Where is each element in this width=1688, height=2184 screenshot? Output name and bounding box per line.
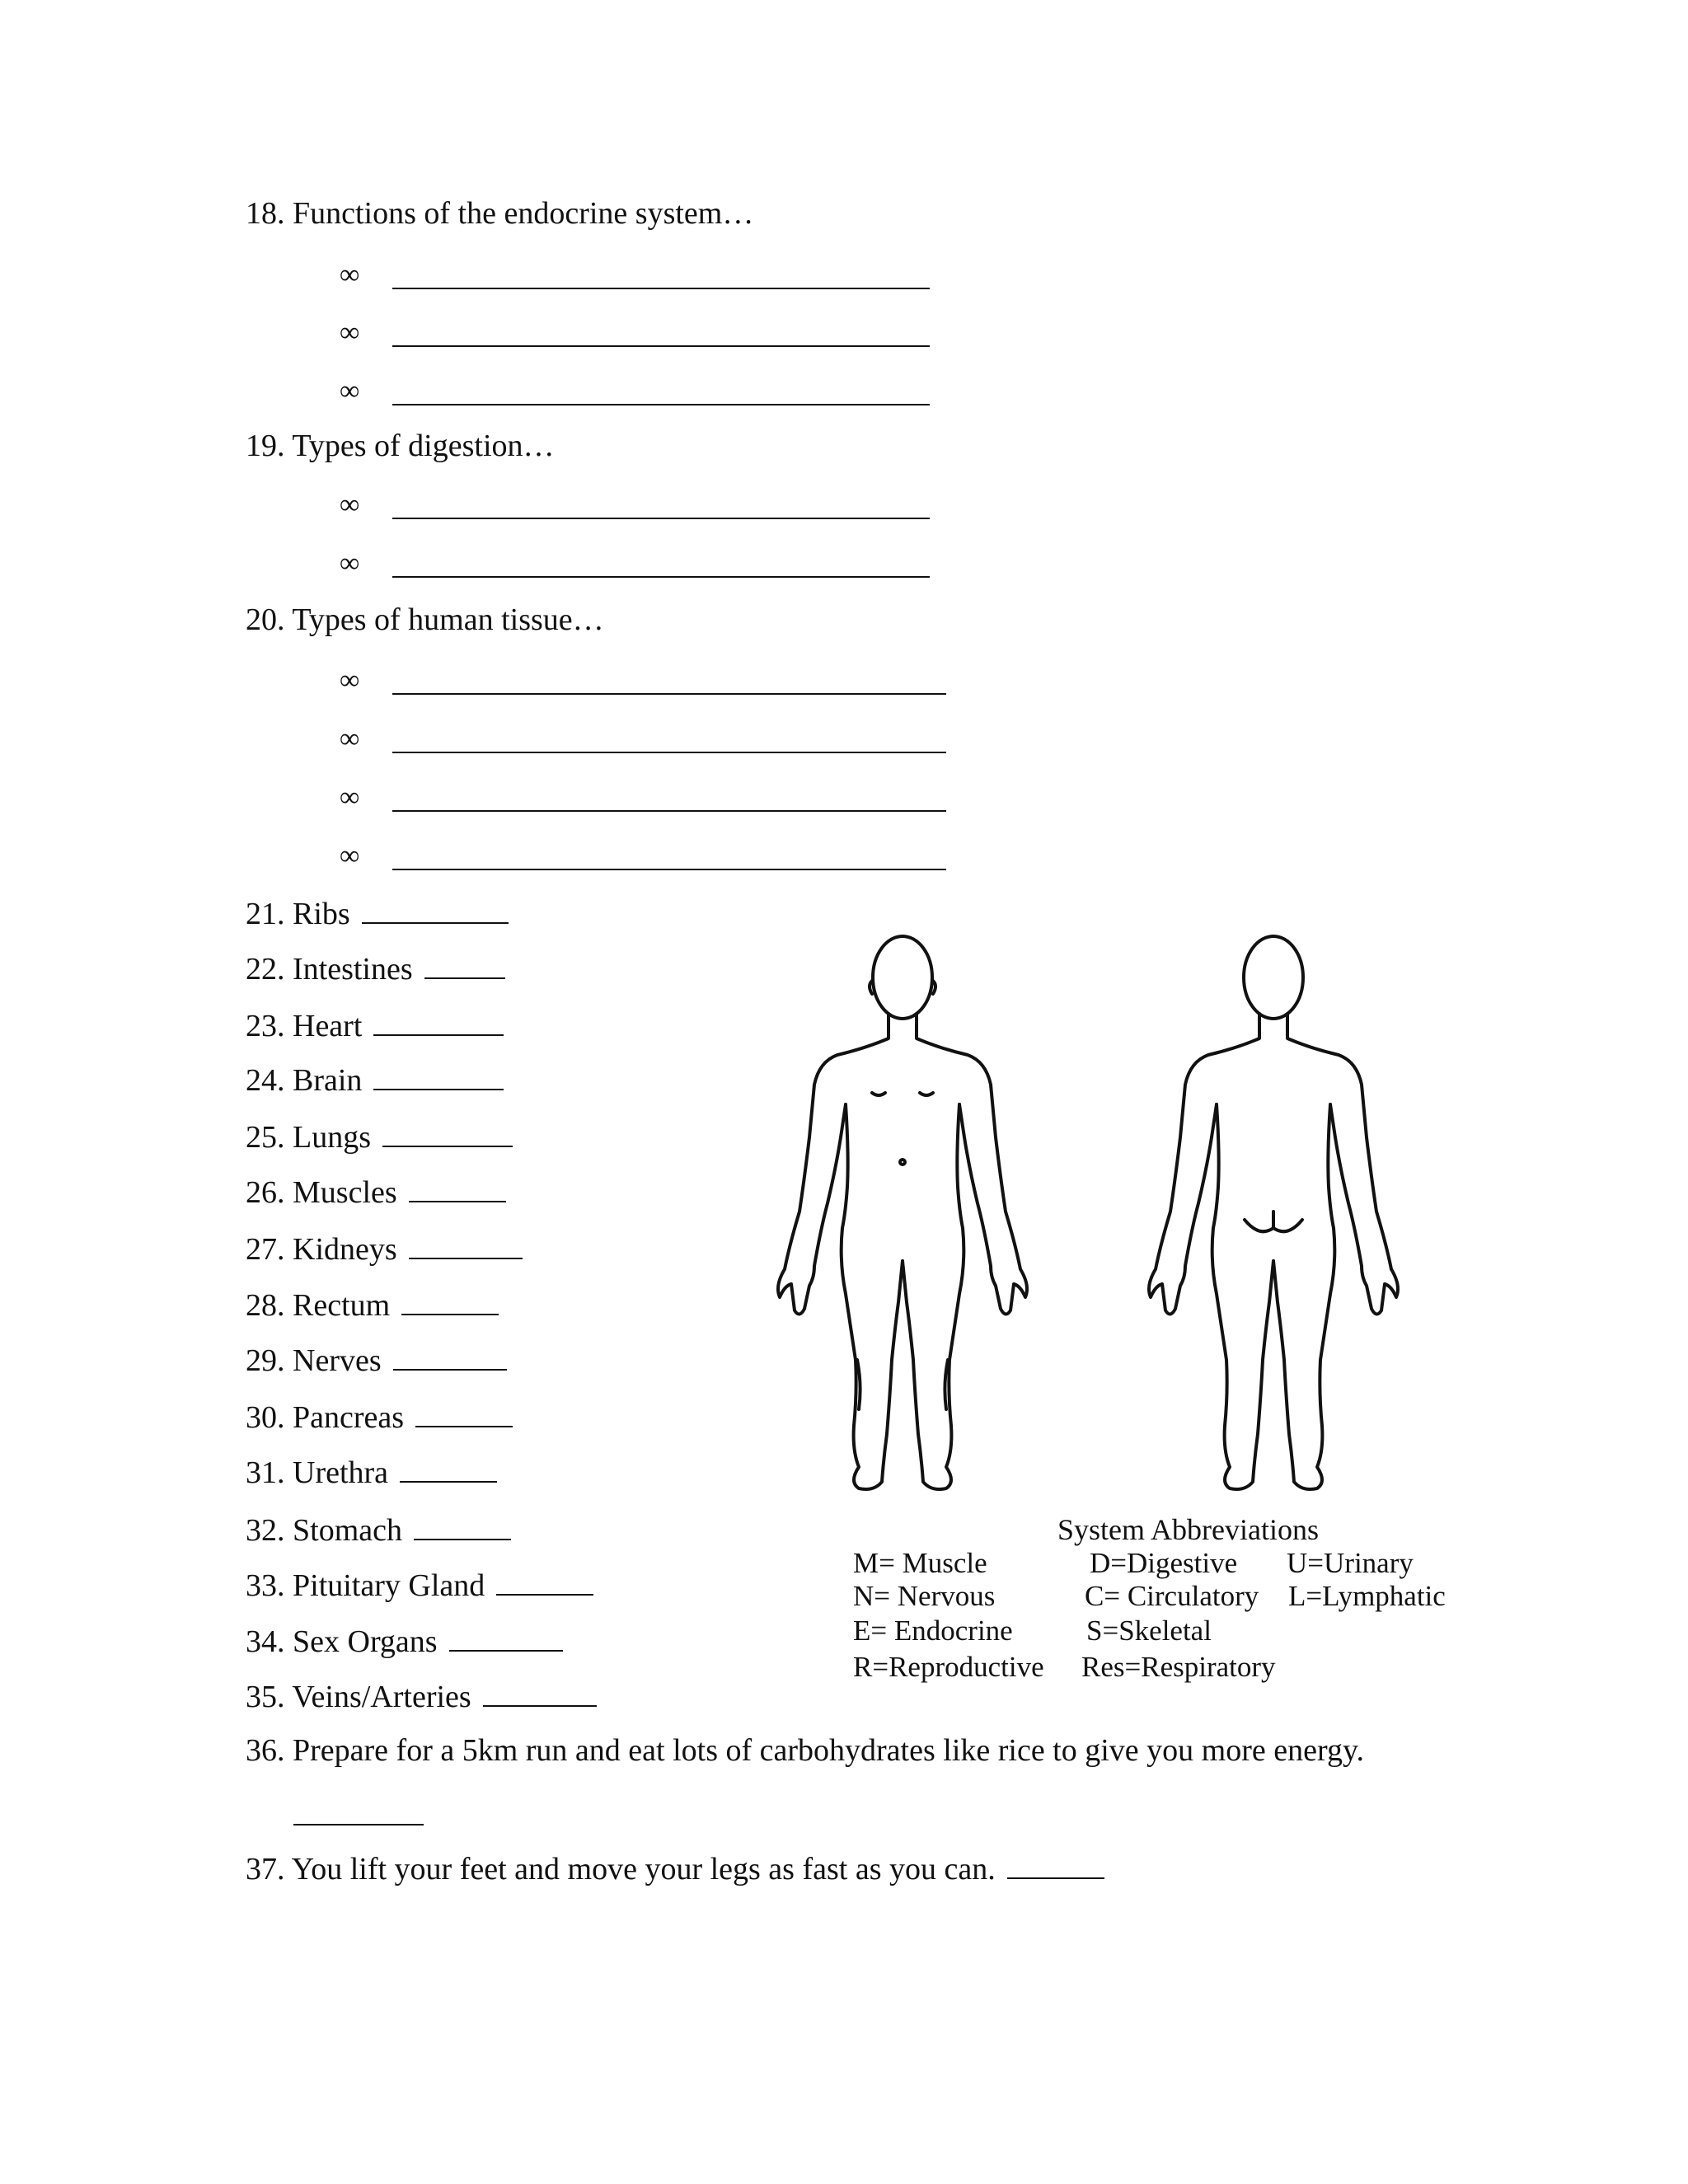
answer-blank[interactable] [393,1339,507,1371]
question-24: 24. Brain [246,1059,504,1099]
answer-line[interactable] [392,404,930,405]
answer-blank[interactable] [362,893,509,924]
bullet-icon: ∞ [340,724,360,754]
question-27: 27. Kidneys [246,1228,523,1268]
body-back-figure [1137,931,1409,1500]
bullet-icon: ∞ [340,782,360,813]
answer-blank[interactable] [496,1564,593,1596]
question-28: 28. Rectum [246,1284,499,1324]
answer-line[interactable] [392,288,930,289]
question-25: 25. Lungs [246,1116,513,1156]
answer-blank[interactable] [449,1620,563,1652]
answer-blank[interactable] [1007,1848,1104,1879]
bullet-icon: ∞ [340,548,360,579]
answer-blank[interactable] [373,1059,504,1090]
question-32: 32. Stomach [246,1509,511,1549]
question-35: 35. Veins/Arteries [246,1675,597,1716]
legend-entry: S=Skeletal [1086,1615,1212,1647]
question-26: 26. Muscles [246,1171,506,1212]
question-20: 20. Types of human tissue… [246,602,604,637]
bullet-icon: ∞ [340,841,360,871]
answer-line[interactable] [392,693,946,695]
answer-blank[interactable] [373,1005,504,1036]
question-21: 21. Ribs [246,893,509,933]
question-29: 29. Nerves [246,1339,507,1380]
legend-entry: C= Circulatory [1085,1580,1259,1612]
question-34: 34. Sex Organs [246,1620,563,1661]
bullet-icon: ∞ [340,260,360,290]
bullet-icon: ∞ [340,665,360,696]
legend-title: System Abbreviations [1057,1513,1319,1546]
answer-blank[interactable] [400,1451,497,1483]
answer-blank[interactable] [424,948,505,979]
answer-blank[interactable] [409,1228,523,1259]
answer-blank[interactable] [415,1396,513,1427]
question-23: 23. Heart [246,1005,504,1045]
question-37: 37. You lift your feet and move your legs as fast as you can. [246,1848,1104,1888]
question-30: 30. Pancreas [246,1396,513,1436]
legend-entry: Res=Respiratory [1081,1651,1276,1683]
question-22: 22. Intestines [246,948,505,988]
answer-line[interactable] [392,810,946,812]
legend-entry: R=Reproductive [853,1651,1044,1683]
answer-line[interactable] [392,869,946,870]
question-33: 33. Pituitary Gland [246,1564,593,1605]
answer-line[interactable] [392,576,930,578]
body-front-figure [767,931,1039,1500]
legend-entry: L=Lymphatic [1288,1580,1446,1612]
answer-blank[interactable] [414,1509,511,1540]
legend-entry: D=Digestive [1090,1547,1238,1579]
question-19: 19. Types of digestion… [246,429,555,463]
answer-blank[interactable] [409,1171,506,1202]
answer-line[interactable] [293,1824,424,1825]
answer-blank[interactable] [382,1116,513,1147]
bullet-icon: ∞ [340,376,360,406]
answer-blank[interactable] [483,1675,597,1707]
answer-line[interactable] [392,518,930,519]
answer-blank[interactable] [401,1284,499,1315]
legend-entry: M= Muscle [853,1547,987,1579]
bullet-icon: ∞ [340,317,360,348]
question-18: 18. Functions of the endocrine system… [246,196,754,231]
legend-entry: U=Urinary [1287,1547,1414,1579]
answer-line[interactable] [392,752,946,753]
question-31: 31. Urethra [246,1451,497,1492]
question-36: 36. Prepare for a 5km run and eat lots of carbohydrates like rice to give you more energy. [246,1733,1364,1768]
bullet-icon: ∞ [340,490,360,520]
legend-entry: E= Endocrine [853,1615,1013,1647]
answer-line[interactable] [392,345,930,347]
legend-entry: N= Nervous [853,1580,996,1612]
